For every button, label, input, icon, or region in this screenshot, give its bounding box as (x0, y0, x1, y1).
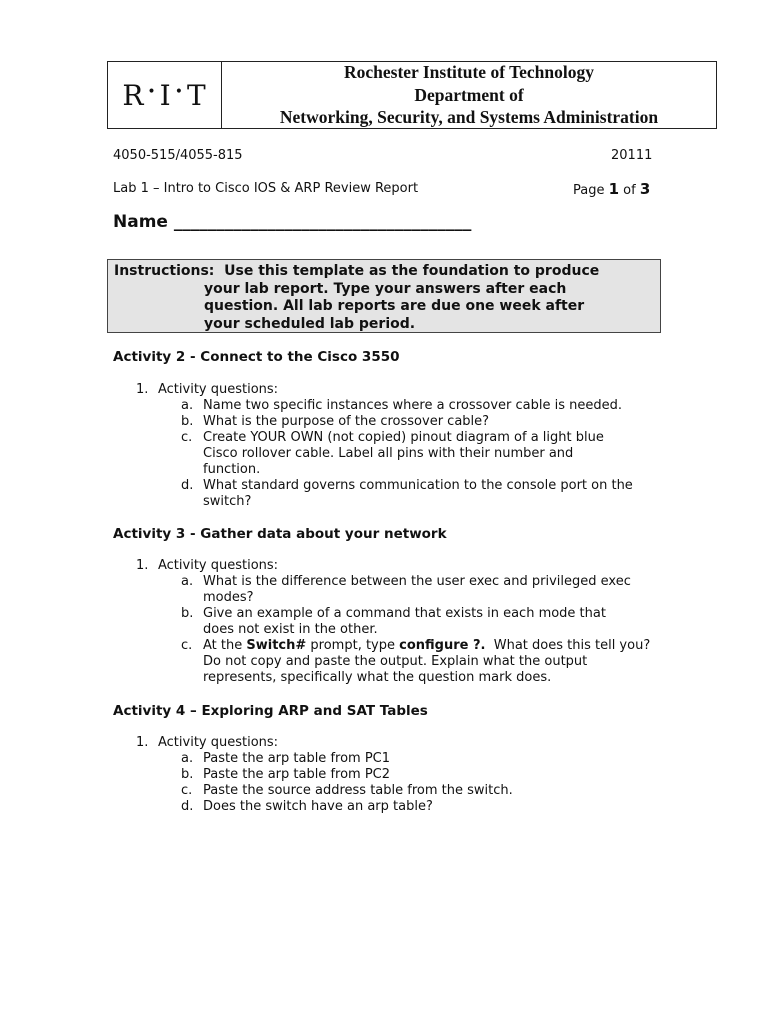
list-number: 1. (136, 382, 149, 397)
list-item (181, 767, 666, 783)
command-prompt: Switch# (246, 638, 307, 653)
logo-letter-r: R (122, 78, 145, 112)
item-text: Paste the source address table from the switch. (203, 783, 513, 798)
item-text: Name two specific instances where a crossover cable is needed. (203, 398, 623, 413)
report-title: Lab 1 – Intro to Cisco IOS & ARP Review Report (113, 181, 419, 196)
item-letter: c. (181, 783, 193, 798)
item-text: What is the difference between the user exec and privileged exec modes? (203, 574, 631, 605)
logo-dot: • (147, 84, 157, 100)
name-field: Name ___________________________________ (113, 212, 472, 232)
instructions-line: your lab report. Type your answers after each (204, 280, 567, 297)
logo-dot: • (174, 84, 184, 100)
item-letter: a. (181, 751, 194, 766)
item-letter: b. (181, 606, 194, 621)
activity-question-list (136, 558, 666, 686)
page-of: of (619, 183, 640, 198)
list-item (181, 414, 666, 430)
item-text-part: prompt, type (306, 638, 400, 653)
item-text (203, 638, 653, 686)
letterhead (107, 61, 717, 129)
instructions-line: Use this template as the foundation to produce (224, 263, 600, 279)
activity-question-list (136, 735, 666, 815)
logo-letter-i: I (159, 78, 172, 112)
list-intro: Activity questions: (158, 558, 279, 573)
instructions-line: your scheduled lab period. (204, 315, 416, 332)
item-text-part: At the (203, 638, 247, 653)
item-letter: a. (181, 398, 194, 413)
command-keyword: configure ?. (399, 638, 486, 653)
list-intro: Activity questions: (158, 382, 279, 397)
list-item (181, 398, 666, 414)
term-code: 20111 (611, 148, 653, 163)
page-number: 1 (608, 180, 620, 198)
activity-question-list (136, 382, 666, 510)
department-label: Department of (414, 84, 524, 105)
instructions-label: Instructions: (114, 263, 225, 279)
rit-logo (108, 62, 222, 128)
item-letter: c. (181, 638, 193, 653)
item-letter: c. (181, 430, 193, 445)
item-text: Create YOUR OWN (not copied) pinout diagram of a light blue Cisco rollover cable. Label all pins with their number and function. (203, 430, 604, 477)
page-indicator (573, 180, 650, 198)
activity-heading: Activity 3 - Gather data about your network (113, 526, 447, 542)
item-letter: a. (181, 574, 194, 589)
list-item (181, 478, 666, 510)
institution-block (222, 62, 716, 128)
item-text: Paste the arp table from PC1 (203, 751, 391, 766)
list-item (181, 799, 666, 815)
item-text: What is the purpose of the crossover cable? (203, 414, 490, 429)
list-item (181, 430, 666, 478)
item-letter: b. (181, 414, 194, 429)
item-text: Give an example of a command that exists in each mode that does not exist in the other. (203, 606, 606, 637)
list-item (181, 783, 666, 799)
list-item (181, 751, 666, 767)
logo-letter-t: T (187, 78, 207, 112)
item-text: Does the switch have an arp table? (203, 799, 433, 814)
list-number: 1. (136, 558, 149, 573)
page-prefix: Page (573, 183, 609, 198)
activity-heading: Activity 2 - Connect to the Cisco 3550 (113, 349, 400, 365)
instructions-line: question. All lab reports are due one week after (204, 298, 585, 314)
activity-heading: Activity 4 – Exploring ARP and SAT Tables (113, 703, 428, 719)
item-text: Paste the arp table from PC2 (203, 767, 391, 782)
course-code: 4050-515/4055-815 (113, 148, 243, 163)
item-letter: d. (181, 799, 194, 814)
item-text-part: What does this tell you? Do not copy and paste the output. Explain what the output represents, specifically what the question mark does. (203, 638, 655, 685)
list-number: 1. (136, 735, 149, 750)
item-letter: d. (181, 478, 194, 493)
item-text: What standard governs communication to the console port on the switch? (203, 478, 633, 509)
item-letter: b. (181, 767, 194, 782)
list-item (181, 638, 666, 686)
page-total: 3 (639, 180, 651, 198)
instructions-box (107, 259, 661, 333)
institution-name: Rochester Institute of Technology (343, 62, 595, 83)
list-item (181, 606, 666, 638)
list-intro: Activity questions: (158, 735, 279, 750)
list-item (181, 574, 666, 606)
department-name: Networking, Security, and Systems Administration (279, 107, 659, 128)
